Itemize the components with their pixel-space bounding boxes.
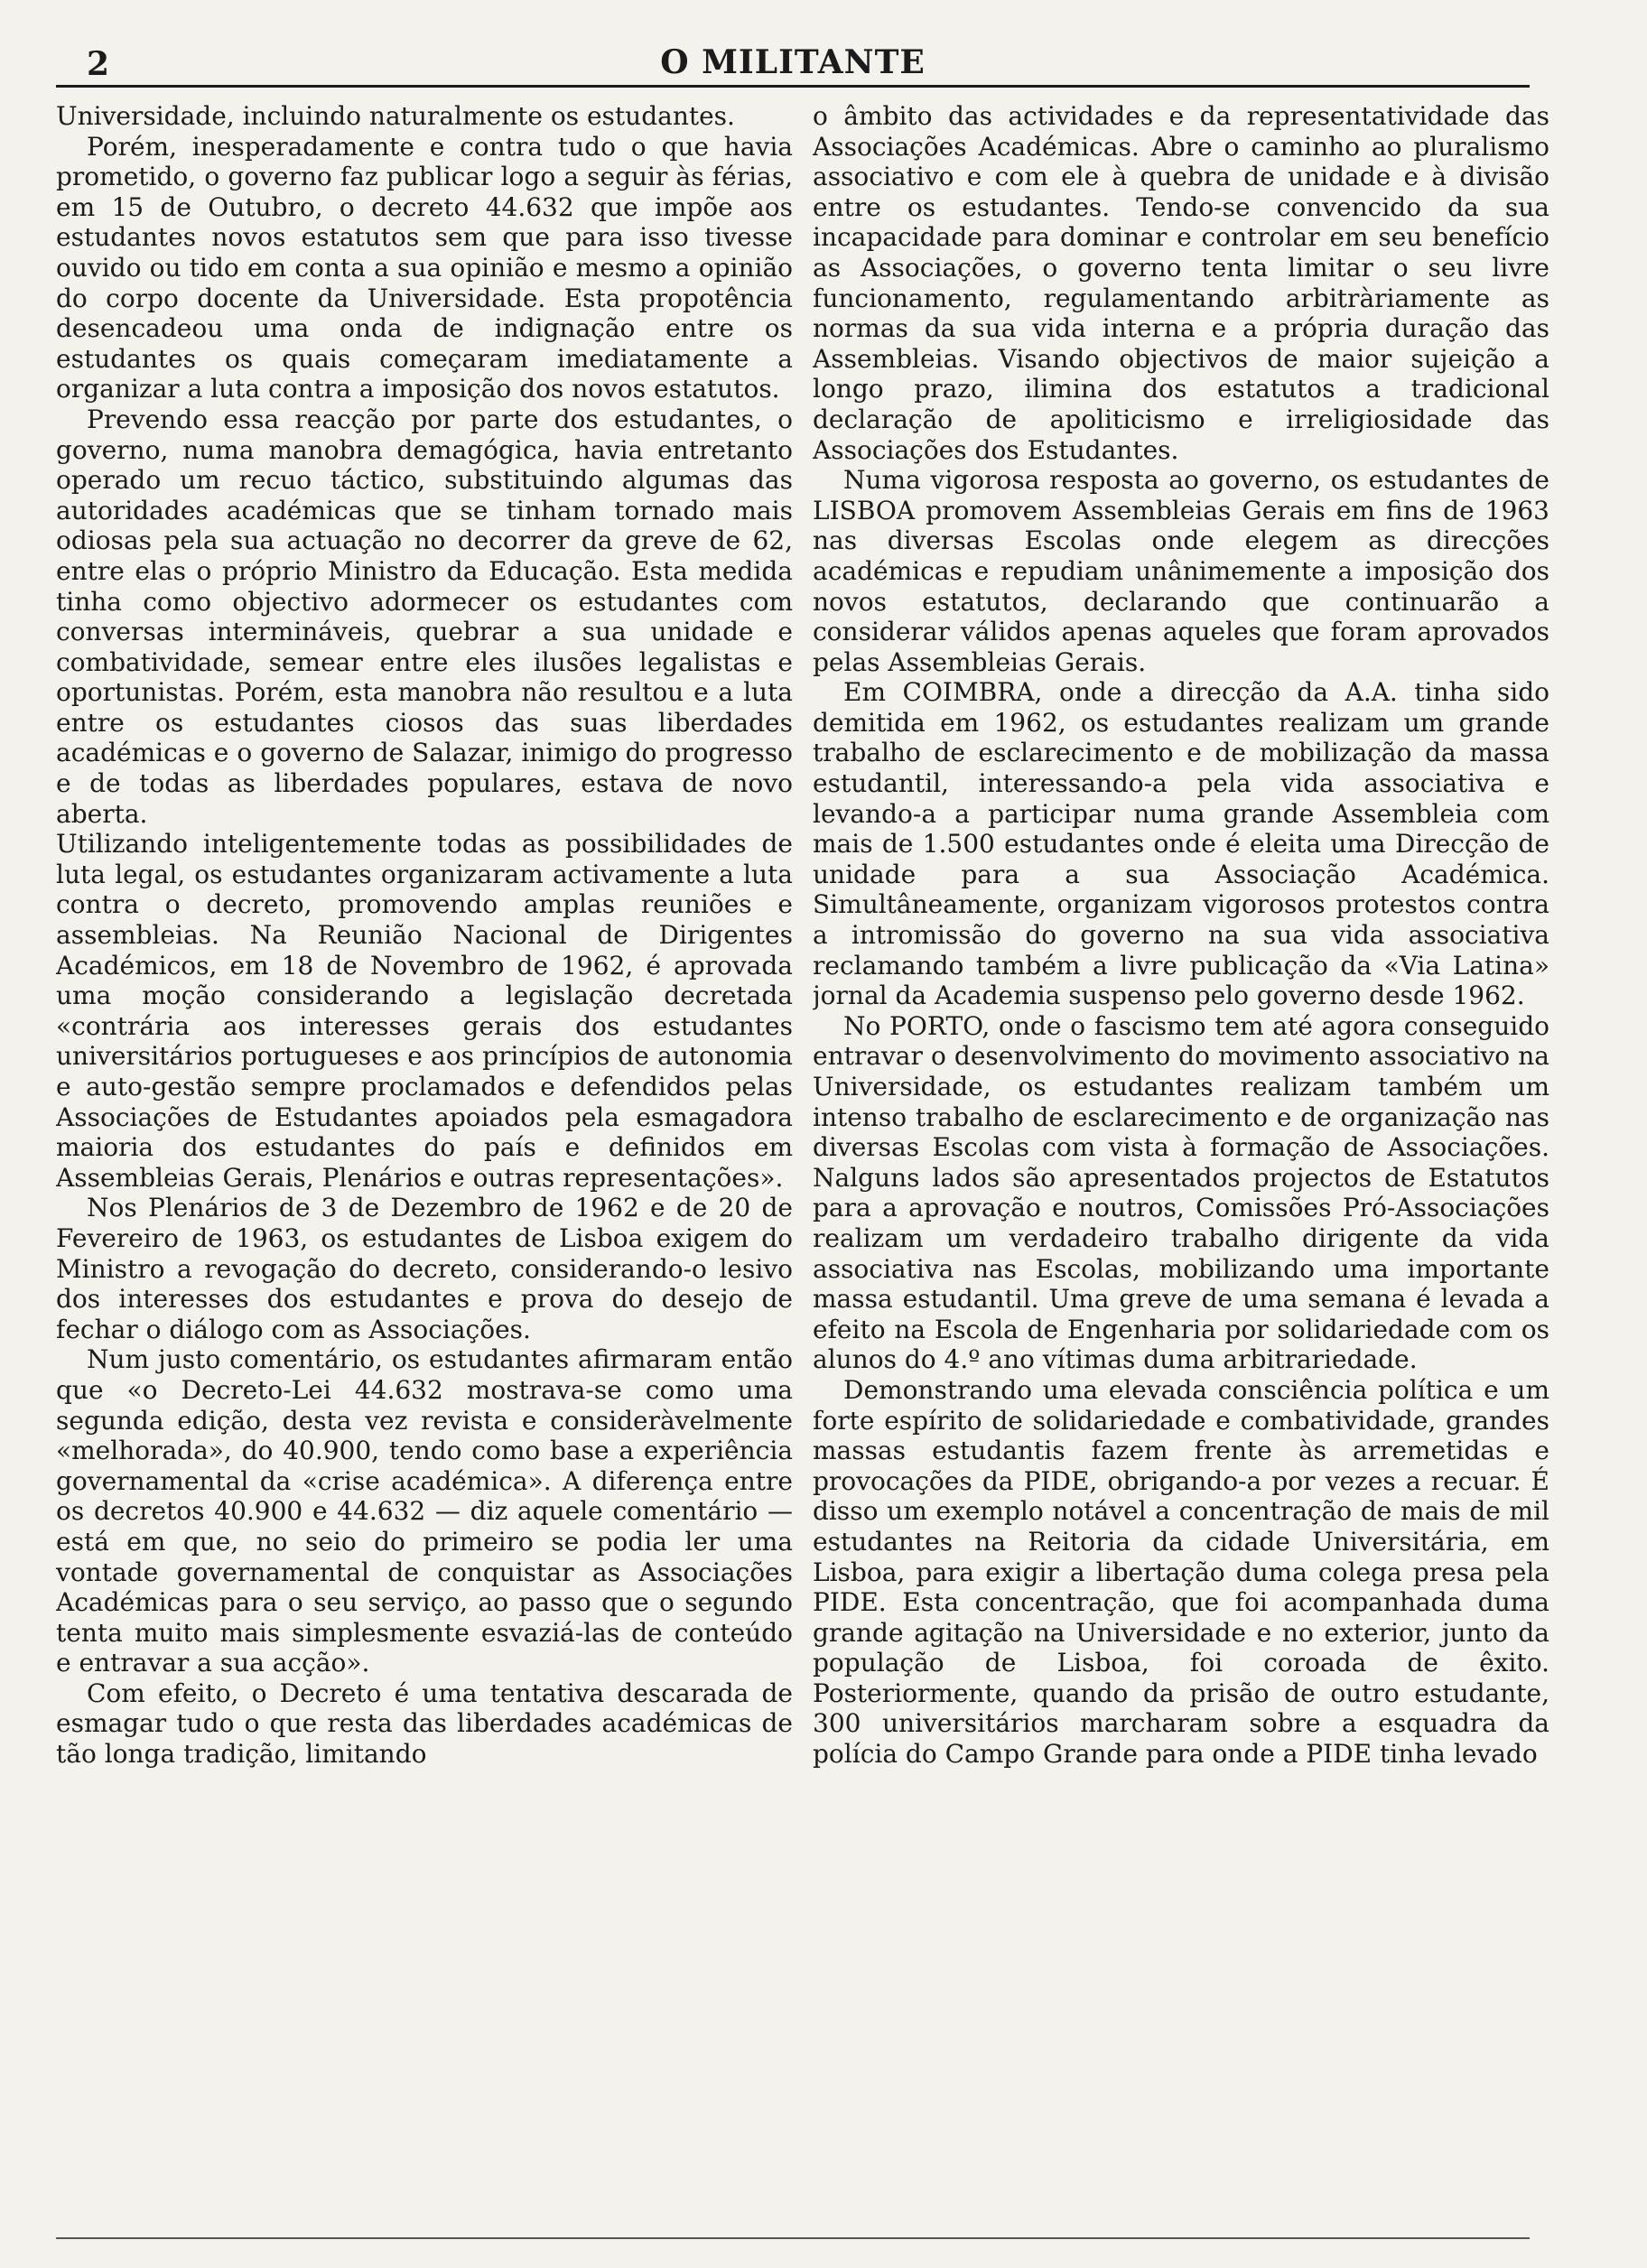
- bottom-rule: [56, 2237, 1530, 2239]
- left-column: [56, 101, 793, 2205]
- paragraph: o âmbito das actividades e da representatividade das Associações Académicas. Abre o caminho ao pluralismo associativo e com ele à quebra de unidade e à divisão entre os estudantes. Tendo-se convencido da sua incapacidade para dominar e controlar em seu benefício as Associações, o governo tenta limitar o seu livre funcionamento, regulamentando arbitràriamente as normas da sua vida interna e a própria duração das Assembleias. Visando objectivos de maior sujeição a longo prazo, ilimina dos estatutos a tradicional declaração de apoliticismo e irreligiosidade das Associações dos Estudantes.: [813, 101, 1549, 465]
- page-number: 2: [87, 45, 110, 83]
- journal-title: O MILITANTE: [660, 43, 926, 81]
- paragraph: Utilizando inteligentemente todas as possibilidades de luta legal, os estudantes organizaram activamente a luta contra o decreto, promovendo amplas reuniões e assembleias. Na Reunião Nacional de Dirigentes Académicos, em 18 de Novembro de 1962, é aprovada uma moção considerando a legislação decretada «contrária aos interesses gerais dos estudantes universitários portugueses e aos princípios de autonomia e auto-gestão sempre proclamados e defendidos pelas Associações de Estudantes apoiados pela esmagadora maioria dos estudantes do país e definidos em Assembleias Gerais, Plenários e outras representações».: [56, 829, 793, 1193]
- paragraph: Nos Plenários de 3 de Dezembro de 1962 e de 20 de Fevereiro de 1963, os estudantes de Lisboa exigem do Ministro a revogação do decreto, considerando-o lesivo dos interesses dos estudantes e prova do desejo de fechar o diálogo com as Associações.: [56, 1193, 793, 1344]
- paragraph: Porém, inesperadamente e contra tudo o que havia prometido, o governo faz publicar logo a seguir às férias, em 15 de Outubro, o decreto 44.632 que impõe aos estudantes novos estatutos sem que para isso tivesse ouvido ou tido em conta a sua opinião e mesmo a opinião do corpo docente da Universidade. Esta propotência desencadeou uma onda de indignação entre os estudantes os quais começaram imediatamente a organizar a luta contra a imposição dos novos estatutos.: [56, 131, 793, 404]
- paragraph: Num justo comentário, os estudantes afirmaram então que «o Decreto-Lei 44.632 mostrava-se como uma segunda edição, desta vez revista e consideràvelmente «melhorada», do 40.900, tendo como base a experiência governamental da «crise académica». A diferença entre os decretos 40.900 e 44.632 — diz aquele comentário — está em que, no seio do primeiro se podia ler uma vontade governamental de conquistar as Associações Académicas para o seu serviço, ao passo que o segundo tenta muito mais simplesmente esvaziá-las de conteúdo e entravar a sua acção».: [56, 1344, 793, 1678]
- page-header: [56, 42, 1530, 87]
- paragraph: Com efeito, o Decreto é uma tentativa descarada de esmagar tudo o que resta das liberdades académicas de tão longa tradição, limitando: [56, 1678, 793, 1770]
- paragraph: Em COIMBRA, onde a direcção da A.A. tinha sido demitida em 1962, os estudantes realizam um grande trabalho de esclarecimento e de mobilização da massa estudantil, interessando-a pela vida associativa e levando-a a participar numa grande Assembleia com mais de 1.500 estudantes onde é eleita uma Direcção de unidade para a sua Associação Académica. Simultâneamente, organizam vigorosos protestos contra a intromissão do governo na sua vida associativa reclamando também a livre publicação da «Via Latina» jornal da Academia suspenso pelo governo desde 1962.: [813, 677, 1549, 1011]
- header-rule: [56, 85, 1530, 88]
- paragraph: No PORTO, onde o fascismo tem até agora conseguido entravar o desenvolvimento do movimento associativo na Universidade, os estudantes realizam também um intenso trabalho de esclarecimento e de organização nas diversas Escolas com vista à formação de Associações. Nalguns lados são apresentados projectos de Estatutos para a aprovação e noutros, Comissões Pró-Associações realizam um verdadeiro trabalho dirigente da vida associativa nas Escolas, mobilizando uma importante massa estudantil. Uma greve de uma semana é levada a efeito na Escola de Engenharia por solidariedade com os alunos do 4.º ano vítimas duma arbitrariedade.: [813, 1010, 1549, 1375]
- paragraph: Prevendo essa reacção por parte dos estudantes, o governo, numa manobra demagógica, havia entretanto operado um recuo táctico, substituindo algumas das autoridades académicas que se tinham tornado mais odiosas pela sua actuação no decorrer da greve de 62, entre elas o próprio Ministro da Educação. Esta medida tinha como objectivo adormecer os estudantes com conversas intermináveis, quebrar a sua unidade e combatividade, semear entre eles ilusões legalistas e oportunistas. Porém, esta manobra não resultou e a luta entre os estudantes ciosos das suas liberdades académicas e o governo de Salazar, inimigo do progresso e de todas as liberdades populares, estava de novo aberta.: [56, 404, 793, 829]
- paragraph: Demonstrando uma elevada consciência política e um forte espírito de solidariedade e combatividade, grandes massas estudantis fazem frente às arremetidas e provocações da PIDE, obrigando-a por vezes a recuar. É disso um exemplo notável a concentração de mais de mil estudantes na Reitoria da cidade Universitária, em Lisboa, para exigir a libertação duma colega presa pela PIDE. Esta concentração, que foi acompanhada duma grande agitação na Universidade e no exterior, junto da população de Lisboa, foi coroada de êxito. Posteriormente, quando da prisão de outro estudante, 300 universitários marcharam sobre a esquadra da polícia do Campo Grande para onde a PIDE tinha levado: [813, 1374, 1549, 1770]
- paragraph: Numa vigorosa resposta ao governo, os estudantes de LISBOA promovem Assembleias Gerais em fins de 1963 nas diversas Escolas onde elegem as direcções académicas e repudiam unânimemente a imposição dos novos estatutos, declarando que continuarão a considerar válidos apenas aqueles que foram aprovados pelas Assembleias Gerais.: [813, 465, 1549, 677]
- paragraph: Universidade, incluindo naturalmente os estudantes.: [56, 101, 735, 131]
- right-column: [813, 101, 1549, 2205]
